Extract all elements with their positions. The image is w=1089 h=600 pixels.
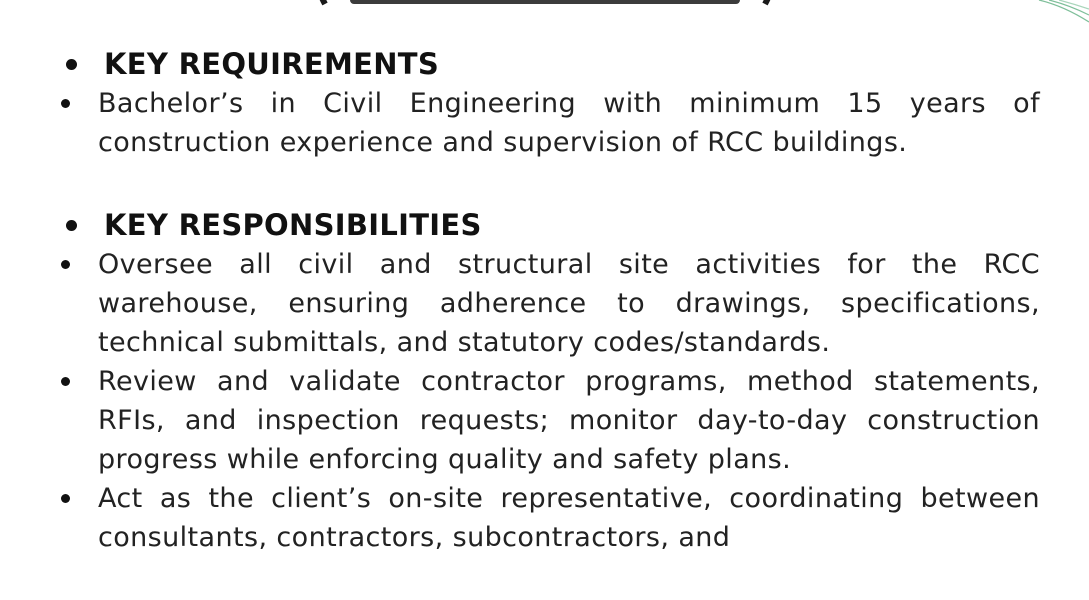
- list-item: [58, 479, 1040, 557]
- list-item-text: Oversee all civil and structural site activities for the RCC warehouse, ensuring adherence to drawings, specifications, technical submittals, and statutory codes/standards.: [98, 249, 1040, 358]
- bullet-icon: [61, 99, 70, 108]
- list-item: [58, 84, 1040, 162]
- requirements-section: [58, 44, 1040, 162]
- requirements-list: [58, 84, 1040, 162]
- clipped-title-fragment: [305, 0, 785, 6]
- requirements-heading: [58, 44, 1040, 84]
- responsibilities-section: [58, 205, 1040, 557]
- list-item-text: Act as the client’s on-site representative, coordinating between consultants, contractors, subcontractors, and: [98, 483, 1040, 553]
- responsibilities-heading-text: KEY RESPONSIBILITIES: [104, 208, 482, 242]
- list-item: [58, 245, 1040, 362]
- bullet-icon: [61, 377, 70, 386]
- requirements-heading-text: KEY REQUIREMENTS: [104, 47, 440, 81]
- list-item: [58, 362, 1040, 479]
- bullet-icon: [61, 260, 70, 269]
- list-item-text: Bachelor’s in Civil Engineering with minimum 15 years of construction experience and supervision of RCC buildings.: [98, 88, 1040, 158]
- bullet-icon: [61, 494, 70, 503]
- responsibilities-heading: [58, 205, 1040, 245]
- clipped-parenthesis-graphic: [305, 0, 785, 6]
- responsibilities-list: [58, 245, 1040, 557]
- heading-bullet-icon: [66, 59, 77, 70]
- list-item-text: Review and validate contractor programs, method statements, RFIs, and inspection requests; monitor day-to-day construction progress while enforcing quality and safety plans.: [98, 366, 1040, 475]
- decorative-lines-icon: [1009, 0, 1089, 30]
- heading-bullet-icon: [66, 220, 77, 231]
